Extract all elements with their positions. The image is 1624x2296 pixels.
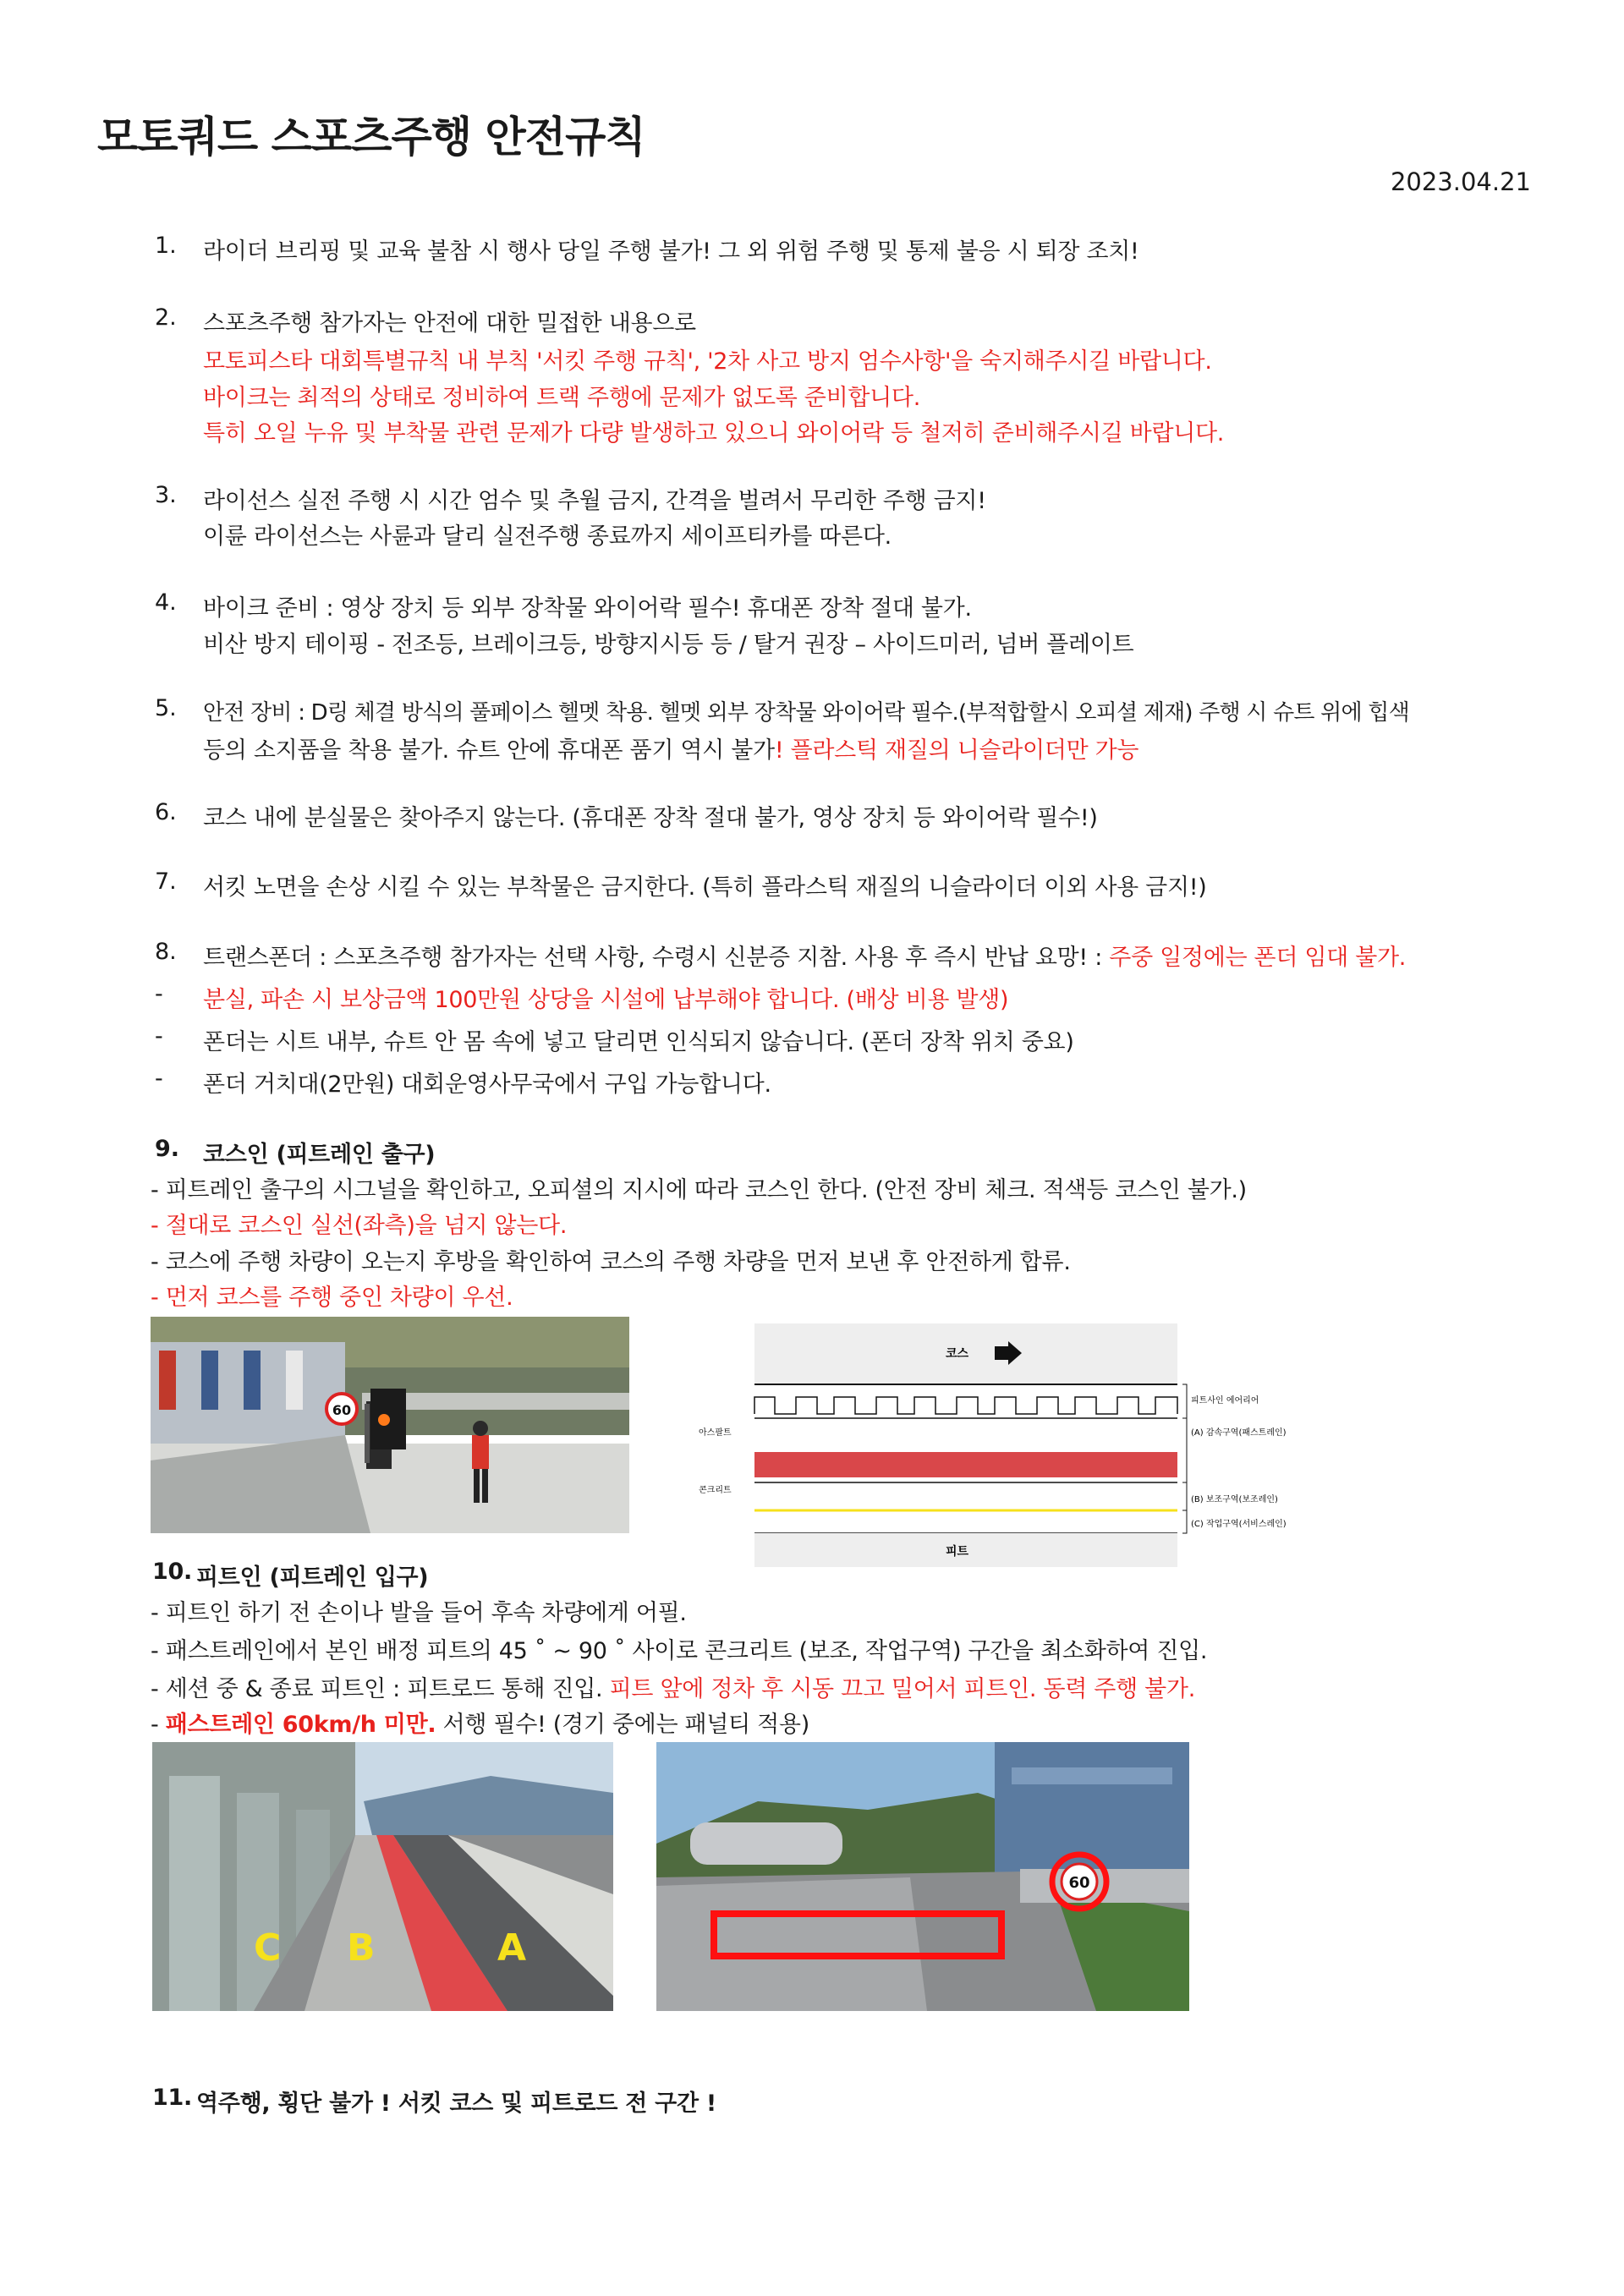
rule-5-line-2-text: 등의 소지품을 착용 불가. 슈트 안에 휴대폰 품기 역시 불가 [203, 737, 775, 764]
rule-4-line-1: 바이크 준비 : 영상 장치 등 외부 장착물 와이어락 필수! 휴대폰 장착 절대 불가. [203, 595, 972, 622]
rule-10-line-4 [151, 1706, 809, 1739]
rule-10-line-1: - 피트인 하기 전 손이나 발을 들어 후속 차량에게 어필. [151, 1600, 687, 1626]
rule-2-line-4: 특히 오일 누유 및 부착물 관련 문제가 다량 발생하고 있으니 와이어락 등 철저히 준비해주시길 바랍니다. [203, 420, 1225, 447]
photo-1-speed-sign: 60 [332, 1402, 352, 1418]
rule-9-line-1: - 피트레인 출구의 시그널을 확인하고, 오피셜의 지시에 따라 코스인 한다. (안전 장비 체크. 적색등 코스인 불가.) [151, 1177, 1247, 1203]
rule-3-line-2: 이륜 라이선스는 사륜과 달리 실전주행 종료까지 세이프티카를 따른다. [203, 523, 892, 550]
rule-10-line-4-text: 서행 필수! (경기 중에는 패널티 적용) [436, 1712, 809, 1738]
diagram-zone-c-label: (C) 작업구역(서비스레인) [1191, 1520, 1287, 1529]
rule-10-line-4-highlight: 패스트레인 60km/h 미만. [165, 1712, 436, 1738]
zone-c-label: C [254, 1926, 282, 1970]
rule-2-line-1: 스포츠주행 참가자는 안전에 대한 밀접한 내용으로 [203, 310, 696, 337]
photo-3-speed-sign: 60 [1068, 1874, 1090, 1892]
rule-10-line-3-highlight: 피트 앞에 정차 후 시동 끄고 밀어서 피트인. 동력 주행 불가. [609, 1676, 1196, 1702]
rule-8-dash-1: - [155, 981, 163, 1007]
rule-8-line-1-highlight: 주중 일정에는 폰더 임대 불가. [1109, 945, 1407, 971]
page-title: 모토쿼드 스포츠주행 안전규칙 [97, 112, 645, 162]
rule-2-line-2: 모토피스타 대회특별규칙 내 부칙 '서킷 주행 규칙', '2차 사고 방지 엄수사항'을 숙지해주시길 바랍니다. [203, 348, 1212, 375]
rule-8-sub-3: 폰더 거치대(2만원) 대회운영사무국에서 구입 가능합니다. [203, 1071, 771, 1098]
rule-2-number: 2. [155, 304, 177, 331]
diagram-barrier-label: 피트사인 에어리어 [1191, 1396, 1259, 1406]
fast-lane-bar [754, 1452, 1177, 1477]
diagram-zone-b-label: (B) 보조구역(보조레인) [1191, 1495, 1278, 1504]
rule-8-number: 8. [155, 939, 177, 965]
pit-lane-diagram [699, 1319, 1308, 1573]
rule-6-number: 6. [155, 799, 177, 825]
rule-11-text: 역주행, 횡단 불가 ! 서킷 코스 및 피트로드 전 구간 ! [196, 2091, 716, 2117]
diagram-asphalt-label: 아스팔트 [699, 1428, 732, 1438]
rule-5-line-1: 안전 장비 : D링 체결 방식의 풀페이스 헬멧 착용. 헬멧 외부 장착물 와이어락 필수.(부적합할시 오피셜 제재) 주행 시 슈트 위에 힙색 [203, 700, 1409, 726]
rule-8-dash-3: - [155, 1066, 163, 1092]
rule-4-number: 4. [155, 589, 177, 616]
rule-8-dash-2: - [155, 1023, 163, 1049]
rule-9-line-4: - 먼저 코스를 주행 중인 차량이 우선. [151, 1285, 513, 1311]
rule-5-number: 5. [155, 695, 177, 721]
rule-8-sub-2: 폰더는 시트 내부, 슈트 안 몸 속에 넣고 달리면 인식되지 않습니다. (폰더 장착 위치 중요) [203, 1029, 1074, 1055]
rule-1-text: 라이더 브리핑 및 교육 불참 시 행사 당일 주행 불가! 그 외 위험 주행 및 통제 불응 시 퇴장 조치! [203, 238, 1139, 265]
rule-7-number: 7. [155, 869, 177, 895]
rule-9-line-2: - 절대로 코스인 실선(좌측)을 넘지 않는다. [151, 1213, 568, 1239]
zone-a-label: A [497, 1926, 527, 1970]
rule-8-line-1-text: 트랜스폰더 : 스포츠주행 참가자는 선택 사항, 수령시 신분증 지참. 사용 후 즉시 반납 요망! : [203, 945, 1110, 971]
rule-3-number: 3. [155, 482, 177, 508]
rule-10-heading: 피트인 (피트레인 입구) [196, 1564, 429, 1591]
rule-1-number: 1. [155, 233, 177, 259]
rule-6-text: 코스 내에 분실물은 찾아주지 않는다. (휴대폰 장착 절대 불가, 영상 장치 등 와이어락 필수!) [203, 805, 1098, 831]
rule-7-text: 서킷 노면을 손상 시킬 수 있는 부착물은 금지한다. (특히 플라스틱 재질의 니슬라이더 이외 사용 금지!) [203, 874, 1207, 901]
diagram-concrete-label: 콘크리트 [699, 1486, 732, 1495]
rule-3-line-1: 라이선스 실전 주행 시 시간 엄수 및 추월 금지, 간격을 벌려서 무리한 주행 금지! [203, 488, 986, 514]
zone-b-label: B [347, 1926, 376, 1970]
rule-10-line-4-dash: - [151, 1712, 166, 1738]
pit-entry-photo [656, 1742, 1189, 2011]
rule-10-line-3-text: - 세션 중 & 종료 피트인 : 피트로드 통해 진입. [151, 1676, 610, 1702]
diagram-pit-label: 피트 [946, 1545, 969, 1559]
rule-10-line-2: - 패스트레인에서 본인 배정 피트의 45 ˚ ~ 90 ˚ 사이로 콘크리트 (보조, 작업구역) 구간을 최소화하여 진입. [151, 1638, 1208, 1664]
pit-lane-zones-photo [152, 1742, 613, 2011]
pit-exit-photo [151, 1317, 629, 1533]
rule-8-sub-1: 분실, 파손 시 보상금액 100만원 상당을 시설에 납부해야 합니다. (배상 비용 발생) [203, 987, 1009, 1013]
rule-5-line-2 [203, 732, 1138, 764]
rule-10-number: 10. [152, 1559, 192, 1585]
diagram-course-label: 코스 [946, 1347, 969, 1361]
rule-9-heading: 코스인 (피트레인 출구) [203, 1142, 436, 1168]
diagram-zone-a-label: (A) 감속구역(패스트레인) [1191, 1428, 1287, 1438]
rule-4-line-2: 비산 방지 테이핑 - 전조등, 브레이크등, 방향지시등 등 / 탈거 권장 – 사이드미러, 넘버 플레이트 [203, 632, 1134, 658]
rule-11-number: 11. [152, 2085, 192, 2111]
document-date: 2023.04.21 [1390, 167, 1531, 196]
rule-9-line-3: - 코스에 주행 차량이 오는지 후방을 확인하여 코스의 주행 차량을 먼저 보낸 후 안전하게 합류. [151, 1249, 1071, 1275]
rule-10-line-3 [151, 1670, 1195, 1703]
rule-9-number: 9. [155, 1136, 180, 1162]
rule-5-line-2-highlight: ! 플라스틱 재질의 니슬라이더만 가능 [774, 737, 1139, 764]
rule-2-line-3: 바이크는 최적의 상태로 정비하여 트랙 주행에 문제가 없도록 준비합니다. [203, 385, 921, 411]
rule-8-line-1 [203, 939, 1406, 972]
